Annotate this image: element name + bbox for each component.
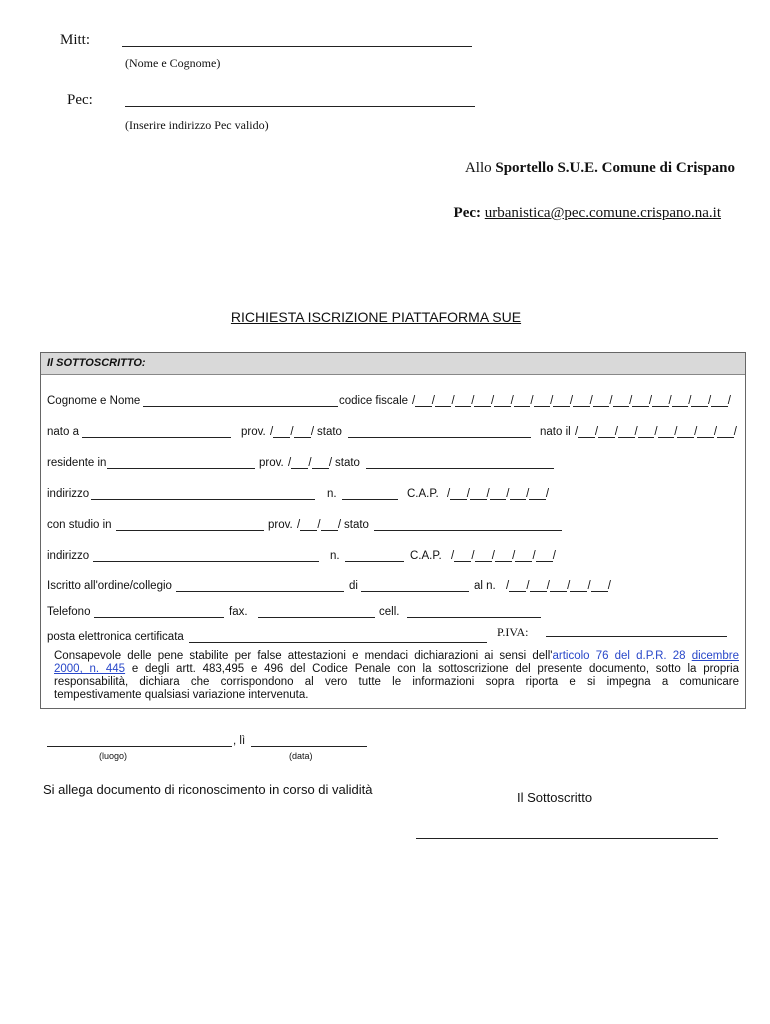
- grid-separator: /: [506, 488, 510, 500]
- declaration-line: [54, 676, 739, 689]
- grid-separator: /: [654, 426, 658, 438]
- cap-residenza-grid-cell[interactable]: [450, 487, 467, 500]
- piva-field[interactable]: [546, 624, 727, 637]
- grid-separator: /: [546, 580, 550, 592]
- law-link-part-1[interactable]: dicembre: [691, 650, 739, 662]
- recipient-pec-label: Pec:: [453, 205, 482, 221]
- grid-separator: /: [575, 426, 579, 438]
- numero-iscrizione-grid-cell[interactable]: [530, 579, 547, 592]
- label-nato-il: nato il: [540, 426, 571, 438]
- sender-pec-field[interactable]: [125, 106, 475, 107]
- grid-separator: /: [648, 395, 653, 407]
- codice-fiscale-grid-cell[interactable]: [632, 394, 649, 407]
- sender-pec-hint: (Inserire indirizzo Pec valido): [125, 118, 269, 132]
- codice-fiscale-grid-cell[interactable]: [691, 394, 708, 407]
- recipient-line: [465, 159, 735, 177]
- prov-studio-grid-cell[interactable]: [300, 518, 317, 531]
- prov-nascita-grid[interactable]: [270, 425, 314, 439]
- grid-separator: /: [297, 519, 301, 531]
- label-prov-studio: prov.: [268, 519, 293, 531]
- data-nascita-grid-cell[interactable]: [658, 425, 678, 438]
- stato-residenza-field[interactable]: [366, 456, 554, 469]
- grid-separator: /: [466, 488, 470, 500]
- codice-fiscale-grid-cell[interactable]: [474, 394, 491, 407]
- ordine-sede-field[interactable]: [361, 579, 469, 592]
- numero-iscrizione-grid-cell[interactable]: [591, 579, 608, 592]
- cap-residenza-grid-cell[interactable]: [470, 487, 487, 500]
- grid-separator: /: [587, 580, 591, 592]
- label-fax: fax.: [229, 606, 248, 618]
- grid-separator: /: [447, 488, 451, 500]
- grid-separator: /: [471, 550, 475, 562]
- label-cap-residenza: C.A.P.: [407, 488, 439, 500]
- grid-separator: /: [733, 426, 737, 438]
- fax-field[interactable]: [258, 605, 375, 618]
- data-nascita-grid-cell[interactable]: [717, 425, 734, 438]
- declaration-line: [54, 650, 739, 663]
- prov-residenza-grid[interactable]: [288, 456, 332, 470]
- grid-separator: /: [713, 426, 718, 438]
- declaration-text-1: Consapevole delle pene stabilite per false attestazioni e mendaci dichiarazioni ai sensi dell': [54, 650, 553, 662]
- telefono-field[interactable]: [94, 605, 224, 618]
- prov-nascita-grid-cell[interactable]: [273, 425, 290, 438]
- label-prov-residenza: prov.: [259, 457, 284, 469]
- date-field[interactable]: [251, 734, 367, 747]
- cap-studio-grid-cell[interactable]: [495, 549, 512, 562]
- label-indirizzo-studio: indirizzo: [47, 550, 90, 562]
- numero-iscrizione-grid-cell[interactable]: [509, 579, 526, 592]
- indirizzo-residenza-field[interactable]: [91, 487, 315, 500]
- recipient-office: Sportello S.U.E. Comune di Crispano: [495, 160, 735, 176]
- residenza-field[interactable]: [107, 456, 255, 469]
- grid-separator: /: [310, 426, 315, 438]
- declaration-text-3: responsabilità, dichiara che corrispondono al vero tutte le informazioni sopra riporta e si impegna a comunicare: [54, 676, 739, 688]
- codice-fiscale-grid-cell[interactable]: [455, 394, 475, 407]
- grid-separator: /: [431, 395, 435, 407]
- label-piva: P.IVA:: [497, 625, 529, 639]
- section-title: Il SOTTOSCRITTO:: [47, 357, 146, 369]
- codice-fiscale-grid-cell[interactable]: [711, 394, 728, 407]
- grid-separator: /: [526, 580, 530, 592]
- grid-separator: /: [688, 395, 692, 407]
- label-numero-studio: n.: [330, 550, 340, 562]
- grid-separator: /: [451, 550, 455, 562]
- declaration-line: [54, 689, 739, 702]
- codice-fiscale-grid-cell[interactable]: [553, 394, 570, 407]
- grid-separator: /: [506, 580, 510, 592]
- label-con-studio-in: con studio in: [47, 519, 112, 531]
- label-iscritto-ordine: Iscritto all'ordine/collegio: [47, 580, 172, 592]
- cap-studio-grid-cell[interactable]: [536, 549, 553, 562]
- signature-field[interactable]: [416, 826, 718, 839]
- cap-residenza-grid[interactable]: [447, 487, 549, 501]
- prov-nascita-grid-cell[interactable]: [294, 425, 311, 438]
- codice-fiscale-grid-cell[interactable]: [494, 394, 511, 407]
- codice-fiscale-grid-cell[interactable]: [514, 394, 534, 407]
- cap-studio-grid-cell[interactable]: [454, 549, 471, 562]
- mitt-hint: (Nome e Cognome): [125, 56, 221, 70]
- declaration-text-4: tempestivamente qualsiasi variazione intervenuta.: [54, 689, 309, 701]
- mitt-name-field[interactable]: [122, 46, 472, 47]
- grid-separator: /: [526, 488, 530, 500]
- grid-separator: /: [552, 550, 556, 562]
- grid-separator: /: [589, 395, 593, 407]
- grid-separator: /: [308, 457, 312, 469]
- grid-separator: /: [694, 426, 698, 438]
- luogo-nascita-field[interactable]: [82, 425, 231, 438]
- page-title: RICHIESTA ISCRIZIONE PIATTAFORMA SUE: [230, 309, 522, 325]
- codice-fiscale-grid-cell[interactable]: [415, 394, 432, 407]
- grid-separator: /: [471, 395, 475, 407]
- label-cell: cell.: [379, 606, 400, 618]
- declaration-line: [54, 663, 739, 676]
- stato-studio-field[interactable]: [374, 518, 562, 531]
- grid-separator: /: [317, 519, 321, 531]
- recipient-pec-line: [454, 204, 721, 222]
- grid-separator: /: [491, 550, 495, 562]
- recipient-pec-link[interactable]: urbanistica@pec.comune.crispano.na.it: [484, 205, 721, 221]
- numero-studio-field[interactable]: [345, 549, 404, 562]
- signature-label: Il Sottoscritto: [517, 790, 593, 805]
- place-hint: (luogo): [99, 751, 128, 761]
- cap-studio-grid-cell[interactable]: [515, 549, 532, 562]
- grid-separator: /: [486, 488, 490, 500]
- codice-fiscale-grid-cell[interactable]: [613, 394, 633, 407]
- recipient-prefix: Allo: [464, 160, 492, 176]
- label-stato-nascita: stato: [317, 426, 342, 438]
- attachment-note: Si allega documento di riconoscimento in corso di validità: [43, 782, 373, 797]
- grid-separator: /: [412, 395, 416, 407]
- grid-separator: /: [337, 519, 342, 531]
- label-cap-studio: C.A.P.: [410, 550, 442, 562]
- label-ordine-numero: al n.: [474, 580, 496, 592]
- label-numero-residenza: n.: [327, 488, 337, 500]
- grid-separator: /: [674, 426, 678, 438]
- sender-pec-label: Pec:: [67, 92, 93, 108]
- grid-separator: /: [550, 395, 554, 407]
- indirizzo-studio-field[interactable]: [93, 549, 319, 562]
- grid-separator: /: [668, 395, 672, 407]
- label-codice-fiscale: codice fiscale: [339, 395, 409, 407]
- grid-separator: /: [545, 488, 550, 500]
- label-prov-nascita: prov.: [241, 426, 266, 438]
- label-indirizzo-residenza: indirizzo: [47, 488, 90, 500]
- codice-fiscale-grid-cell[interactable]: [672, 394, 692, 407]
- numero-iscrizione-grid-cell[interactable]: [570, 579, 587, 592]
- data-nascita-grid-cell[interactable]: [697, 425, 714, 438]
- cell-field[interactable]: [407, 605, 541, 618]
- declaration-text-2: e degli artt. 483,495 e 496 del Codice Penale con la sottoscrizione del presente documento, sotto la propria: [131, 663, 739, 675]
- grid-separator: /: [567, 580, 571, 592]
- grid-separator: /: [609, 395, 613, 407]
- cognome-nome-field[interactable]: [143, 394, 338, 407]
- date-hint: (data): [289, 751, 313, 761]
- numero-iscrizione-grid[interactable]: [506, 579, 611, 593]
- prov-studio-grid-cell[interactable]: [321, 518, 338, 531]
- grid-separator: /: [530, 395, 534, 407]
- grid-separator: /: [594, 426, 599, 438]
- grid-separator: /: [569, 395, 574, 407]
- codice-fiscale-grid[interactable]: [412, 394, 731, 408]
- law-reference: articolo 76 del d.P.R. 28: [552, 650, 686, 662]
- studio-field[interactable]: [116, 518, 264, 531]
- codice-fiscale-grid-cell[interactable]: [652, 394, 669, 407]
- grid-separator: /: [510, 395, 514, 407]
- label-pec: posta elettronica certificata: [47, 631, 184, 643]
- grid-separator: /: [328, 457, 333, 469]
- cap-residenza-grid-cell[interactable]: [510, 487, 530, 500]
- place-field[interactable]: [47, 734, 232, 747]
- grid-separator: /: [727, 395, 731, 407]
- prov-residenza-grid-cell[interactable]: [291, 456, 308, 469]
- data-nascita-grid-cell[interactable]: [598, 425, 615, 438]
- numero-iscrizione-grid-cell[interactable]: [550, 579, 567, 592]
- place-date-separator: , lì: [233, 735, 246, 747]
- grid-separator: /: [607, 580, 611, 592]
- label-stato-studio: stato: [344, 519, 369, 531]
- label-residente-in: residente in: [47, 457, 107, 469]
- codice-fiscale-grid-cell[interactable]: [593, 394, 613, 407]
- cap-studio-grid[interactable]: [451, 549, 556, 563]
- section-header: [41, 353, 745, 375]
- data-nascita-grid-cell[interactable]: [638, 425, 658, 438]
- data-nascita-grid-cell[interactable]: [618, 425, 635, 438]
- grid-separator: /: [532, 550, 536, 562]
- pec-field[interactable]: [189, 630, 487, 643]
- cap-residenza-grid-cell[interactable]: [490, 487, 510, 500]
- codice-fiscale-grid-cell[interactable]: [573, 394, 590, 407]
- grid-separator: /: [708, 395, 712, 407]
- ordine-field[interactable]: [176, 579, 344, 592]
- prov-studio-grid[interactable]: [297, 518, 341, 532]
- label-telefono: Telefono: [47, 606, 91, 618]
- grid-separator: /: [629, 395, 633, 407]
- data-nascita-grid-cell[interactable]: [677, 425, 694, 438]
- codice-fiscale-grid-cell[interactable]: [435, 394, 455, 407]
- data-nascita-grid[interactable]: [575, 425, 737, 439]
- law-link-part-2[interactable]: 2000, n. 445: [54, 663, 126, 675]
- mitt-label: Mitt:: [60, 32, 91, 48]
- grid-separator: /: [288, 457, 292, 469]
- grid-separator: /: [512, 550, 516, 562]
- label-nato-a: nato a: [47, 426, 79, 438]
- codice-fiscale-grid-cell[interactable]: [534, 394, 554, 407]
- label-cognome-nome: Cognome e Nome: [47, 395, 141, 407]
- stato-nascita-field[interactable]: [348, 425, 531, 438]
- grid-separator: /: [270, 426, 274, 438]
- data-nascita-grid-cell[interactable]: [578, 425, 595, 438]
- grid-separator: /: [490, 395, 495, 407]
- cap-residenza-grid-cell[interactable]: [529, 487, 546, 500]
- cap-studio-grid-cell[interactable]: [475, 549, 492, 562]
- label-ordine-di: di: [349, 580, 358, 592]
- grid-separator: /: [451, 395, 455, 407]
- grid-separator: /: [614, 426, 618, 438]
- prov-residenza-grid-cell[interactable]: [312, 456, 329, 469]
- declaration-text: [54, 650, 739, 702]
- grid-separator: /: [634, 426, 638, 438]
- numero-residenza-field[interactable]: [342, 487, 398, 500]
- label-stato-residenza: stato: [335, 457, 360, 469]
- grid-separator: /: [290, 426, 294, 438]
